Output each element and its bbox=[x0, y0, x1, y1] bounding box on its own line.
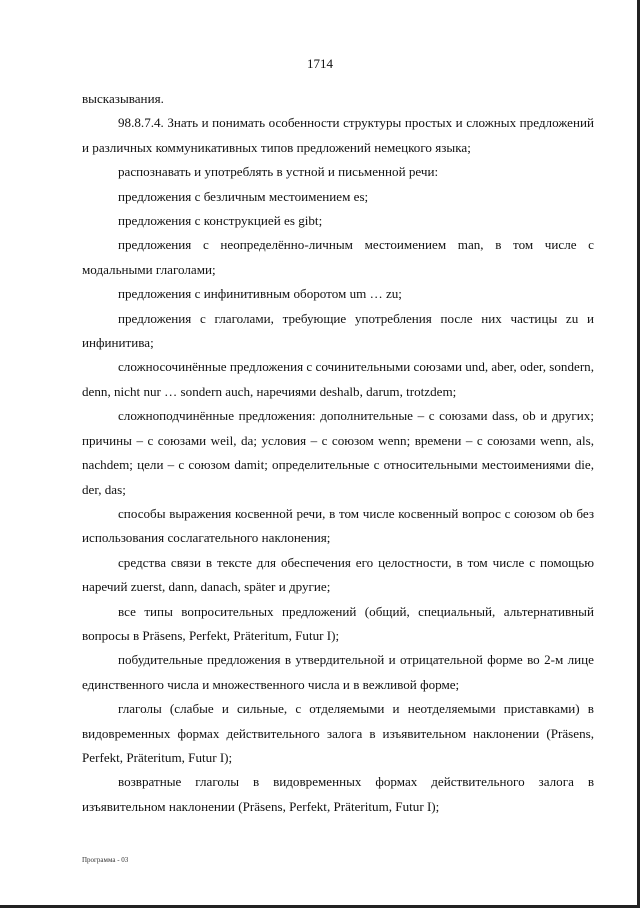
paragraph: средства связи в тексте для обеспечения его целостности, в том числе с помощью наречий zuerst, dann, danach, später и другие; bbox=[82, 554, 594, 595]
paragraph: побудительные предложения в утвердительной и отрицательной форме во 2-м лице единственного числа и множественного числа и в вежливой форме; bbox=[82, 652, 594, 692]
paragraph: сложноподчинённые предложения: дополнительные – с союзами dass, ob и других; причины – с союзами weil, da; условия – с союзом wenn; времени – с союзами wenn, als, nachdem; цели – с союзом damit; определительные с относительными местоимениями die, der, das; bbox=[82, 408, 594, 497]
paragraph: возвратные глаголы в видовременных формах действительного залога в изъявительном наклонении (Präsens, Perfekt, Präteritum, Futur I); bbox=[82, 774, 594, 814]
paragraph: распознавать и употреблять в устной и письменной речи: bbox=[118, 164, 439, 180]
paragraph: глаголы (слабые и сильные, с отделяемыми и неотделяемыми приставками) в видовременных формах действительного залога в изъявительном наклонении (Präsens, Perfekt, Präteritum, Futur I); bbox=[82, 701, 594, 765]
page-number: 1714 bbox=[307, 56, 333, 71]
paragraph: высказывания. bbox=[82, 91, 164, 106]
paragraph: способы выражения косвенной речи, в том числе косвенный вопрос с союзом ob без использования сослагательного наклонения; bbox=[82, 505, 594, 546]
paragraph: все типы вопросительных предложений (общий, специальный, альтернативный вопросы в Präsens, Perfekt, Präteritum, Futur I); bbox=[82, 603, 594, 643]
paragraph: предложения с неопределённо-личным местоимением man, в том числе с модальными глаголами; bbox=[82, 237, 594, 277]
footer-note: Программа - 03 bbox=[82, 856, 129, 864]
paragraph: 98.8.7.4. Знать и понимать особенности структуры простых и сложных предложений и различных коммуникативных типов предложений немецкого языка; bbox=[82, 115, 594, 155]
paragraph: предложения с безличным местоимением es; bbox=[118, 188, 369, 204]
paragraph: предложения с глаголами, требующие употребления после них частицы zu и инфинитива; bbox=[82, 310, 594, 351]
paragraph: сложносочинённые предложения с сочинительными союзами und, aber, oder, sondern, denn, nicht nur … sondern auch, наречиями deshalb, darum, trotzdem; bbox=[82, 359, 594, 399]
paragraph: предложения с конструкцией es gibt; bbox=[118, 213, 323, 229]
body-text bbox=[82, 87, 594, 819]
paragraph: предложения с инфинитивным оборотом um … zu; bbox=[118, 286, 402, 302]
